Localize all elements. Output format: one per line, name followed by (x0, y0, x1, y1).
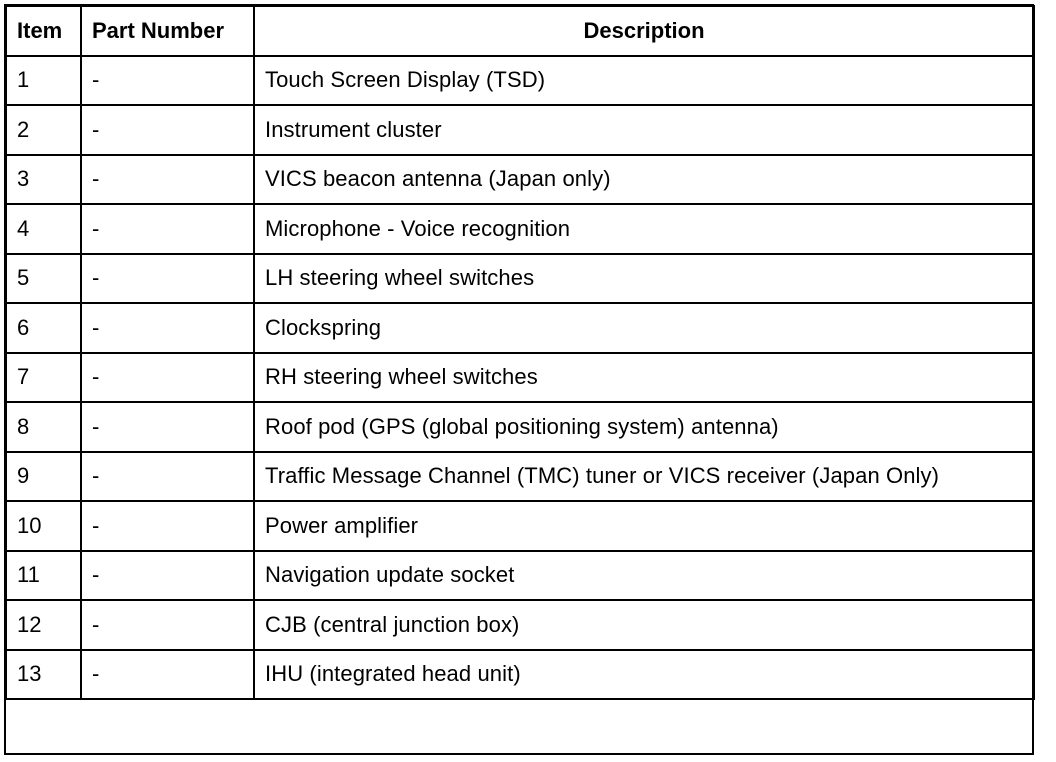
table-row (6, 402, 1034, 452)
part-number-cell: - (81, 105, 254, 155)
item-number-cell: 2 (6, 105, 81, 155)
description-cell: RH steering wheel switches (254, 353, 1034, 403)
description-cell: Traffic Message Channel (TMC) tuner or VICS receiver (Japan Only) (254, 452, 1034, 502)
description-cell: IHU (integrated head unit) (254, 650, 1034, 700)
part-number-cell: - (81, 551, 254, 601)
table-row (6, 56, 1034, 106)
table-row (6, 600, 1034, 650)
part-number-cell: - (81, 452, 254, 502)
table-row (6, 105, 1034, 155)
part-number-cell: - (81, 204, 254, 254)
item-number-cell: 12 (6, 600, 81, 650)
part-number-cell: - (81, 600, 254, 650)
item-number-cell: 6 (6, 303, 81, 353)
table-header-row (6, 6, 1034, 56)
item-number-cell: 7 (6, 353, 81, 403)
item-number-cell: 13 (6, 650, 81, 700)
item-number-cell: 1 (6, 56, 81, 106)
table-row (6, 551, 1034, 601)
column-header-item: Item (6, 6, 81, 56)
table-row (6, 155, 1034, 205)
table-row (6, 452, 1034, 502)
item-number-cell: 5 (6, 254, 81, 304)
part-number-cell: - (81, 155, 254, 205)
part-number-cell: - (81, 254, 254, 304)
description-cell: Power amplifier (254, 501, 1034, 551)
table-row (6, 353, 1034, 403)
item-number-cell: 9 (6, 452, 81, 502)
parts-table (5, 5, 1035, 700)
part-number-cell: - (81, 501, 254, 551)
description-cell: Clockspring (254, 303, 1034, 353)
description-cell: Instrument cluster (254, 105, 1034, 155)
table-row (6, 204, 1034, 254)
part-number-cell: - (81, 56, 254, 106)
part-number-cell: - (81, 303, 254, 353)
item-number-cell: 10 (6, 501, 81, 551)
table-row (6, 501, 1034, 551)
table-row (6, 254, 1034, 304)
description-cell: Roof pod (GPS (global positioning system) antenna) (254, 402, 1034, 452)
table-row (6, 650, 1034, 700)
item-number-cell: 3 (6, 155, 81, 205)
item-number-cell: 8 (6, 402, 81, 452)
description-cell: LH steering wheel switches (254, 254, 1034, 304)
item-number-cell: 11 (6, 551, 81, 601)
column-header-part-number: Part Number (81, 6, 254, 56)
description-cell: CJB (central junction box) (254, 600, 1034, 650)
part-number-cell: - (81, 353, 254, 403)
description-cell: Microphone - Voice recognition (254, 204, 1034, 254)
table-row (6, 303, 1034, 353)
part-number-cell: - (81, 402, 254, 452)
description-cell: Touch Screen Display (TSD) (254, 56, 1034, 106)
description-cell: Navigation update socket (254, 551, 1034, 601)
part-number-cell: - (81, 650, 254, 700)
description-cell: VICS beacon antenna (Japan only) (254, 155, 1034, 205)
column-header-description: Description (254, 6, 1034, 56)
item-number-cell: 4 (6, 204, 81, 254)
